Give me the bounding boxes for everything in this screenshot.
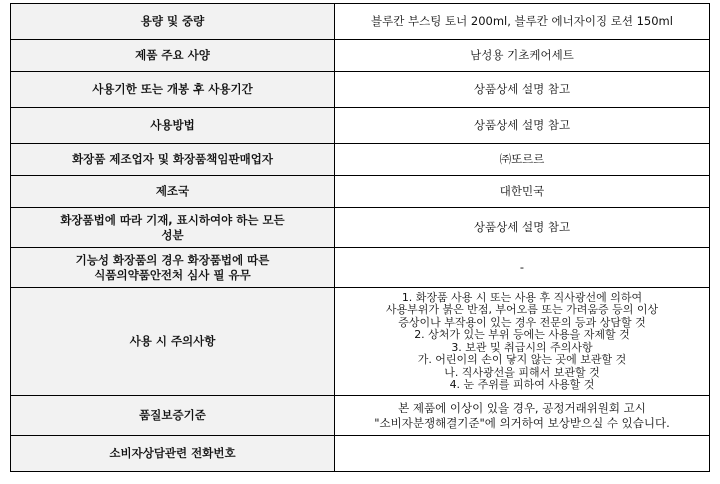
info-row [11, 144, 710, 176]
info-value-cell [335, 176, 710, 208]
info-value-cell [335, 4, 710, 40]
info-label: 용량 및 중량 [140, 14, 205, 28]
info-label-cell [11, 288, 335, 396]
info-row [11, 208, 710, 248]
info-value: "소비자분쟁해결기준"에 의거하여 보상받으실 수 있습니다. [374, 415, 670, 430]
info-value-cell [335, 436, 710, 472]
info-value-cell [335, 396, 710, 436]
info-value-cell [335, 288, 710, 396]
info-label: 식품의약품안전처 심사 필 유무 [94, 267, 251, 282]
info-value: 상품상세 설명 참고 [473, 82, 571, 96]
info-row [11, 176, 710, 208]
info-label: 제조국 [155, 184, 190, 198]
info-value: 블루칸 부스팅 토너 200ml, 블루칸 에너자이징 로션 150ml [371, 14, 673, 28]
info-label-cell [11, 248, 335, 288]
info-row [11, 288, 710, 396]
info-value: 대한민국 [499, 184, 545, 198]
info-value: 나. 직사광선을 피해서 보관할 것 [444, 365, 600, 379]
info-value: 가. 어린이의 손이 닿지 않는 곳에 보관할 것 [417, 353, 627, 366]
info-label: 제품 주요 사양 [135, 48, 210, 62]
info-label: 사용 시 주의사항 [129, 334, 216, 348]
info-label: 화장품법에 따라 기재, 표시하여야 하는 모든 [60, 212, 285, 227]
info-value: 1. 화장품 사용 시 또는 사용 후 직사광선에 의하여 [401, 290, 643, 304]
info-label-cell [11, 72, 335, 108]
info-value-cell [335, 248, 710, 288]
info-value-cell [335, 208, 710, 248]
info-label-cell [11, 396, 335, 436]
info-label: 사용방법 [150, 118, 195, 132]
info-label-cell [11, 144, 335, 176]
info-value: 4. 눈 주위를 피하여 사용할 것 [449, 378, 595, 391]
info-row [11, 72, 710, 108]
info-label-cell [11, 436, 335, 472]
info-label: 소비자상담관련 전화번호 [109, 446, 236, 460]
info-value: 남성용 기초케어세트 [470, 48, 574, 62]
info-label: 화장품 제조업자 및 화장품책임판매업자 [72, 152, 273, 166]
info-label: 사용기한 또는 개봉 후 사용기간 [92, 82, 253, 96]
info-label: 성분 [161, 227, 184, 242]
info-row [11, 248, 710, 288]
info-value: - [519, 260, 525, 274]
info-row [11, 436, 710, 472]
info-value: 사용부위가 붉은 반점, 부어오름 또는 가려움증 등의 이상 [385, 303, 659, 316]
info-value: 증상이나 부작용이 있는 경우 전문의 등과 상담할 것 [398, 315, 646, 329]
info-value: 상품상세 설명 참고 [473, 220, 571, 234]
info-value-cell [335, 108, 710, 144]
info-row [11, 40, 710, 72]
info-label-cell [11, 4, 335, 40]
info-value: 상품상세 설명 참고 [473, 118, 571, 132]
info-label-cell [11, 208, 335, 248]
info-row [11, 4, 710, 40]
info-value: ㈜또르르 [499, 152, 545, 166]
info-value: 2. 상처가 있는 부위 등에는 사용을 자제할 것 [414, 328, 630, 341]
info-label: 품질보증기준 [139, 408, 206, 422]
product-info-table [10, 3, 710, 472]
info-value: 3. 보관 및 취급시의 주의사항 [451, 340, 593, 354]
info-label-cell [11, 40, 335, 72]
info-value-cell [335, 72, 710, 108]
info-label: 기능성 화장품의 경우 화장품법에 따른 [75, 252, 270, 267]
info-label-cell [11, 176, 335, 208]
info-value: 본 제품에 이상이 있을 경우, 공정거래위원회 고시 [398, 400, 646, 415]
info-row [11, 108, 710, 144]
info-label-cell [11, 108, 335, 144]
info-value-cell [335, 144, 710, 176]
info-row [11, 396, 710, 436]
info-value-cell [335, 40, 710, 72]
